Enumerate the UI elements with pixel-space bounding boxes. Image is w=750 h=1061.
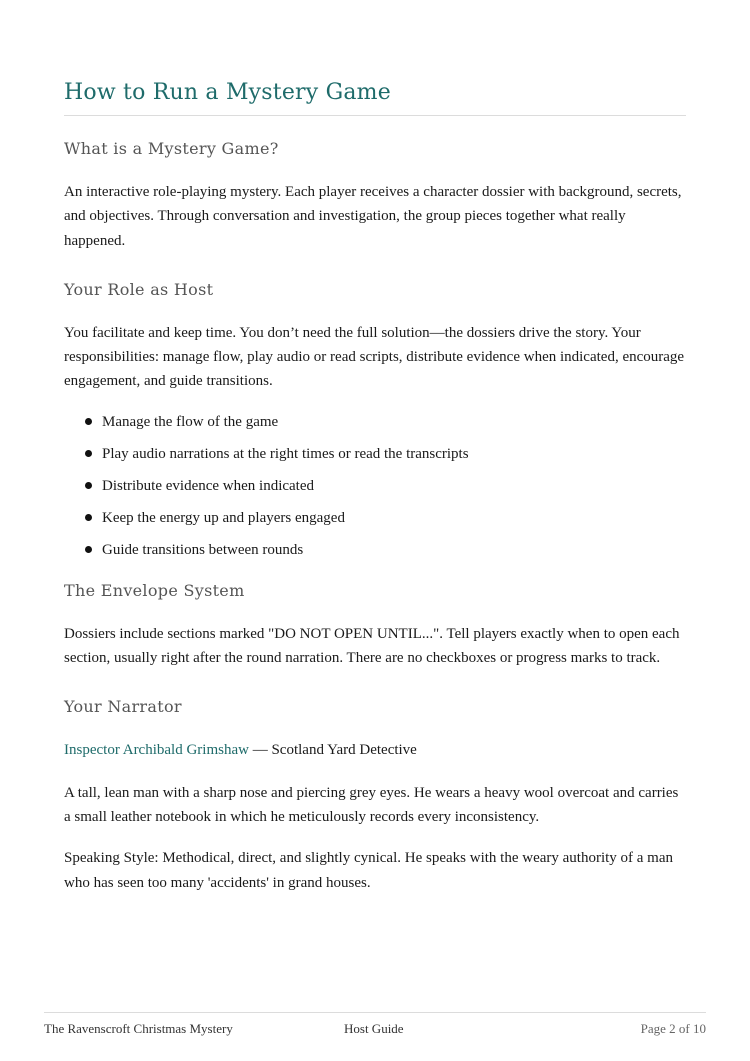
list-item-text: Manage the flow of the game <box>102 413 279 430</box>
list-item <box>64 412 686 444</box>
footer-document-title: The Ravenscroft Christmas Mystery <box>44 1021 233 1036</box>
list-item <box>64 444 686 476</box>
title-divider <box>64 115 686 116</box>
section-heading-host-role: Your Role as Host <box>64 279 214 299</box>
bullet-icon <box>85 546 92 553</box>
list-item-text: Keep the energy up and players engaged <box>102 509 345 526</box>
section-heading-narrator: Your Narrator <box>64 697 182 717</box>
footer-divider <box>44 1012 706 1013</box>
list-item-text: Guide transitions between rounds <box>102 541 304 558</box>
narrator-line <box>64 738 686 762</box>
section-heading-envelope: The Envelope System <box>64 580 245 600</box>
section-heading-what-is: What is a Mystery Game? <box>64 139 279 158</box>
footer-section-label: Host Guide <box>344 1021 404 1036</box>
page-title: How to Run a Mystery Game <box>64 80 391 105</box>
list-item <box>64 508 686 540</box>
footer-page-number: Page 2 of 10 <box>640 1021 706 1036</box>
content <box>64 136 686 895</box>
narrator-name: Inspector Archibald Grimshaw <box>64 742 249 759</box>
responsibilities-list <box>64 412 686 572</box>
list-item-text: Distribute evidence when indicated <box>102 477 315 494</box>
bullet-icon <box>85 418 92 425</box>
bullet-icon <box>85 450 92 457</box>
section-body-what-is: An interactive role-playing mystery. Each player receives a character dossier with background, secrets, and objectives. Through conversation and investigation, the group pieces together what really happened. <box>64 184 682 249</box>
list-item-text: Play audio narrations at the right times or read the transcripts <box>102 445 469 462</box>
list-item <box>64 476 686 508</box>
section-body-host-role: You facilitate and keep time. You don’t need the full solution—the dossiers drive the story. Your responsibilities: manage flow, play audio or read scripts, distribute evidence when indicated, encourage engagement, and guide transitions. <box>64 324 685 390</box>
narrator-speaking-style: Speaking Style: Methodical, direct, and slightly cynical. He speaks with the weary authority of a man who has seen too many 'accidents' in grand houses. <box>64 850 674 891</box>
narrator-description: A tall, lean man with a sharp nose and piercing grey eyes. He wears a heavy wool overcoat and carries a small leather notebook in which he meticulously records every inconsistency. <box>64 784 679 825</box>
list-item <box>64 540 686 572</box>
bullet-icon <box>85 514 92 521</box>
narrator-role: — Scotland Yard Detective <box>248 742 417 759</box>
bullet-icon <box>85 482 92 489</box>
section-body-envelope: Dossiers include sections marked "DO NOT OPEN UNTIL...". Tell players exactly when to open each section, usually right after the round narration. There are no checkboxes or progress marks to track. <box>64 625 680 667</box>
